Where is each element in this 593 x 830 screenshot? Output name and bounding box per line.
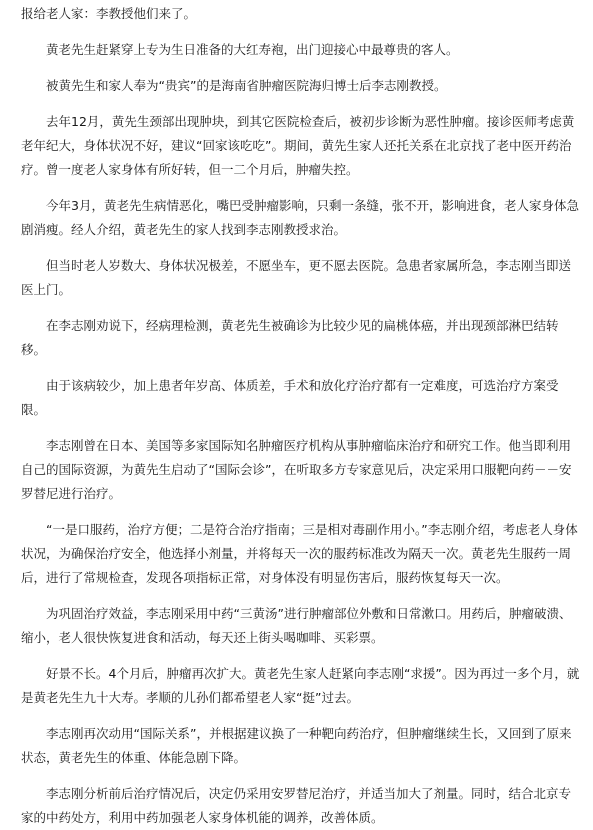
article-paragraph: 黄老先生赶紧穿上专为生日准备的大红寿袍，出门迎接心中最尊贵的客人。 xyxy=(46,42,459,57)
article-paragraph: 李志刚分析前后治疗情况后，决定仍采用安罗替尼治疗，并适当加大了剂量。同时，结合北京专家的中药处方，利用中药加强老人家身体机能的调养，改善体质。 xyxy=(21,786,572,825)
article-paragraph: 在李志刚劝说下，经病理检测，黄老先生被确诊为比较少见的扁桃体癌，并出现颈部淋巴结转移。 xyxy=(21,318,559,357)
paragraph-gap xyxy=(21,422,581,434)
paragraph-gap xyxy=(21,650,581,662)
article-paragraph: 被黄先生和家人奉为“贵宾”的是海南省肿瘤医院海归博士后李志刚教授。 xyxy=(46,78,447,93)
paragraph-gap xyxy=(21,98,581,110)
paragraph-gap xyxy=(21,62,581,74)
paragraph-gap xyxy=(21,302,581,314)
paragraph-gap xyxy=(21,26,581,38)
article-paragraph: 报给老人家：李教授他们来了。 xyxy=(21,6,197,21)
article-paragraph: 今年3月，黄老先生病情恶化，嘴巴受肿瘤影响，只剩一条缝，张不开，影响进食，老人家身体急剧消瘦。经人介绍，黄老先生的家人找到李志刚教授求治。 xyxy=(21,198,579,237)
article-paragraph: 去年12月，黄先生颈部出现肿块，到其它医院检查后，被初步诊断为恶性肿瘤。接诊医师考虑黄老年纪大，身体状况不好，建议“回家该吃吃”。期间，黄先生家人还托关系在北京找了老中医开药治疗。曾一度老人家身体有所好转，但一二个月后，肿瘤失控。 xyxy=(21,114,575,177)
paragraph-gap xyxy=(21,182,581,194)
paragraph-gap xyxy=(21,590,581,602)
article-paragraph: 李志刚再次动用“国际关系”，并根据建议换了一种靶向药治疗，但肿瘤继续生长，又回到了原来状态，黄老先生的体重、体能急剧下降。 xyxy=(21,726,572,765)
paragraph-gap xyxy=(21,362,581,374)
article-body xyxy=(21,0,581,830)
article-paragraph: 李志刚曾在日本、美国等多家国际知名肿瘤医疗机构从事肿瘤临床治疗和研究工作。他当即利用自己的国际资源，为黄先生启动了“国际会诊”，在听取多方专家意见后，决定采用口服靶向药－－安罗替尼进行治疗。 xyxy=(21,438,572,501)
article-paragraph: 但当时老人岁数大、身体状况极差，不愿坐车，更不愿去医院。急患者家属所急，李志刚当即送医上门。 xyxy=(21,258,572,297)
article-paragraph: “一是口服药，治疗方便；二是符合治疗指南；三是相对毒副作用小。”李志刚介绍，考虑老人身体状况，为确保治疗安全，他选择小剂量，并将每天一次的服药标准改为隔天一次。黄老先生服药一周后，进行了常规检查，发现各项指标正常，对身体没有明显伤害后，服药恢复每天一次。 xyxy=(21,522,578,585)
paragraph-gap xyxy=(21,506,581,518)
paragraph-gap xyxy=(21,710,581,722)
paragraph-gap xyxy=(21,770,581,782)
article-paragraph: 好景不长。4个月后，肿瘤再次扩大。黄老先生家人赶紧向李志刚“求援”。因为再过一多个月，就是黄老先生九十大寿。孝顺的儿孙们都希望老人家“挺”过去。 xyxy=(21,666,580,705)
article-paragraph: 为巩固治疗效益，李志刚采用中药“三黄汤”进行肿瘤部位外敷和日常漱口。用药后，肿瘤破溃、缩小，老人很快恢复进食和活动，每天还上街头喝咖啡、买彩票。 xyxy=(21,606,572,645)
article-paragraph: 由于该病较少，加上患者年岁高、体质差，手术和放化疗治疗都有一定难度，可选治疗方案受限。 xyxy=(21,378,559,417)
paragraph-gap xyxy=(21,242,581,254)
